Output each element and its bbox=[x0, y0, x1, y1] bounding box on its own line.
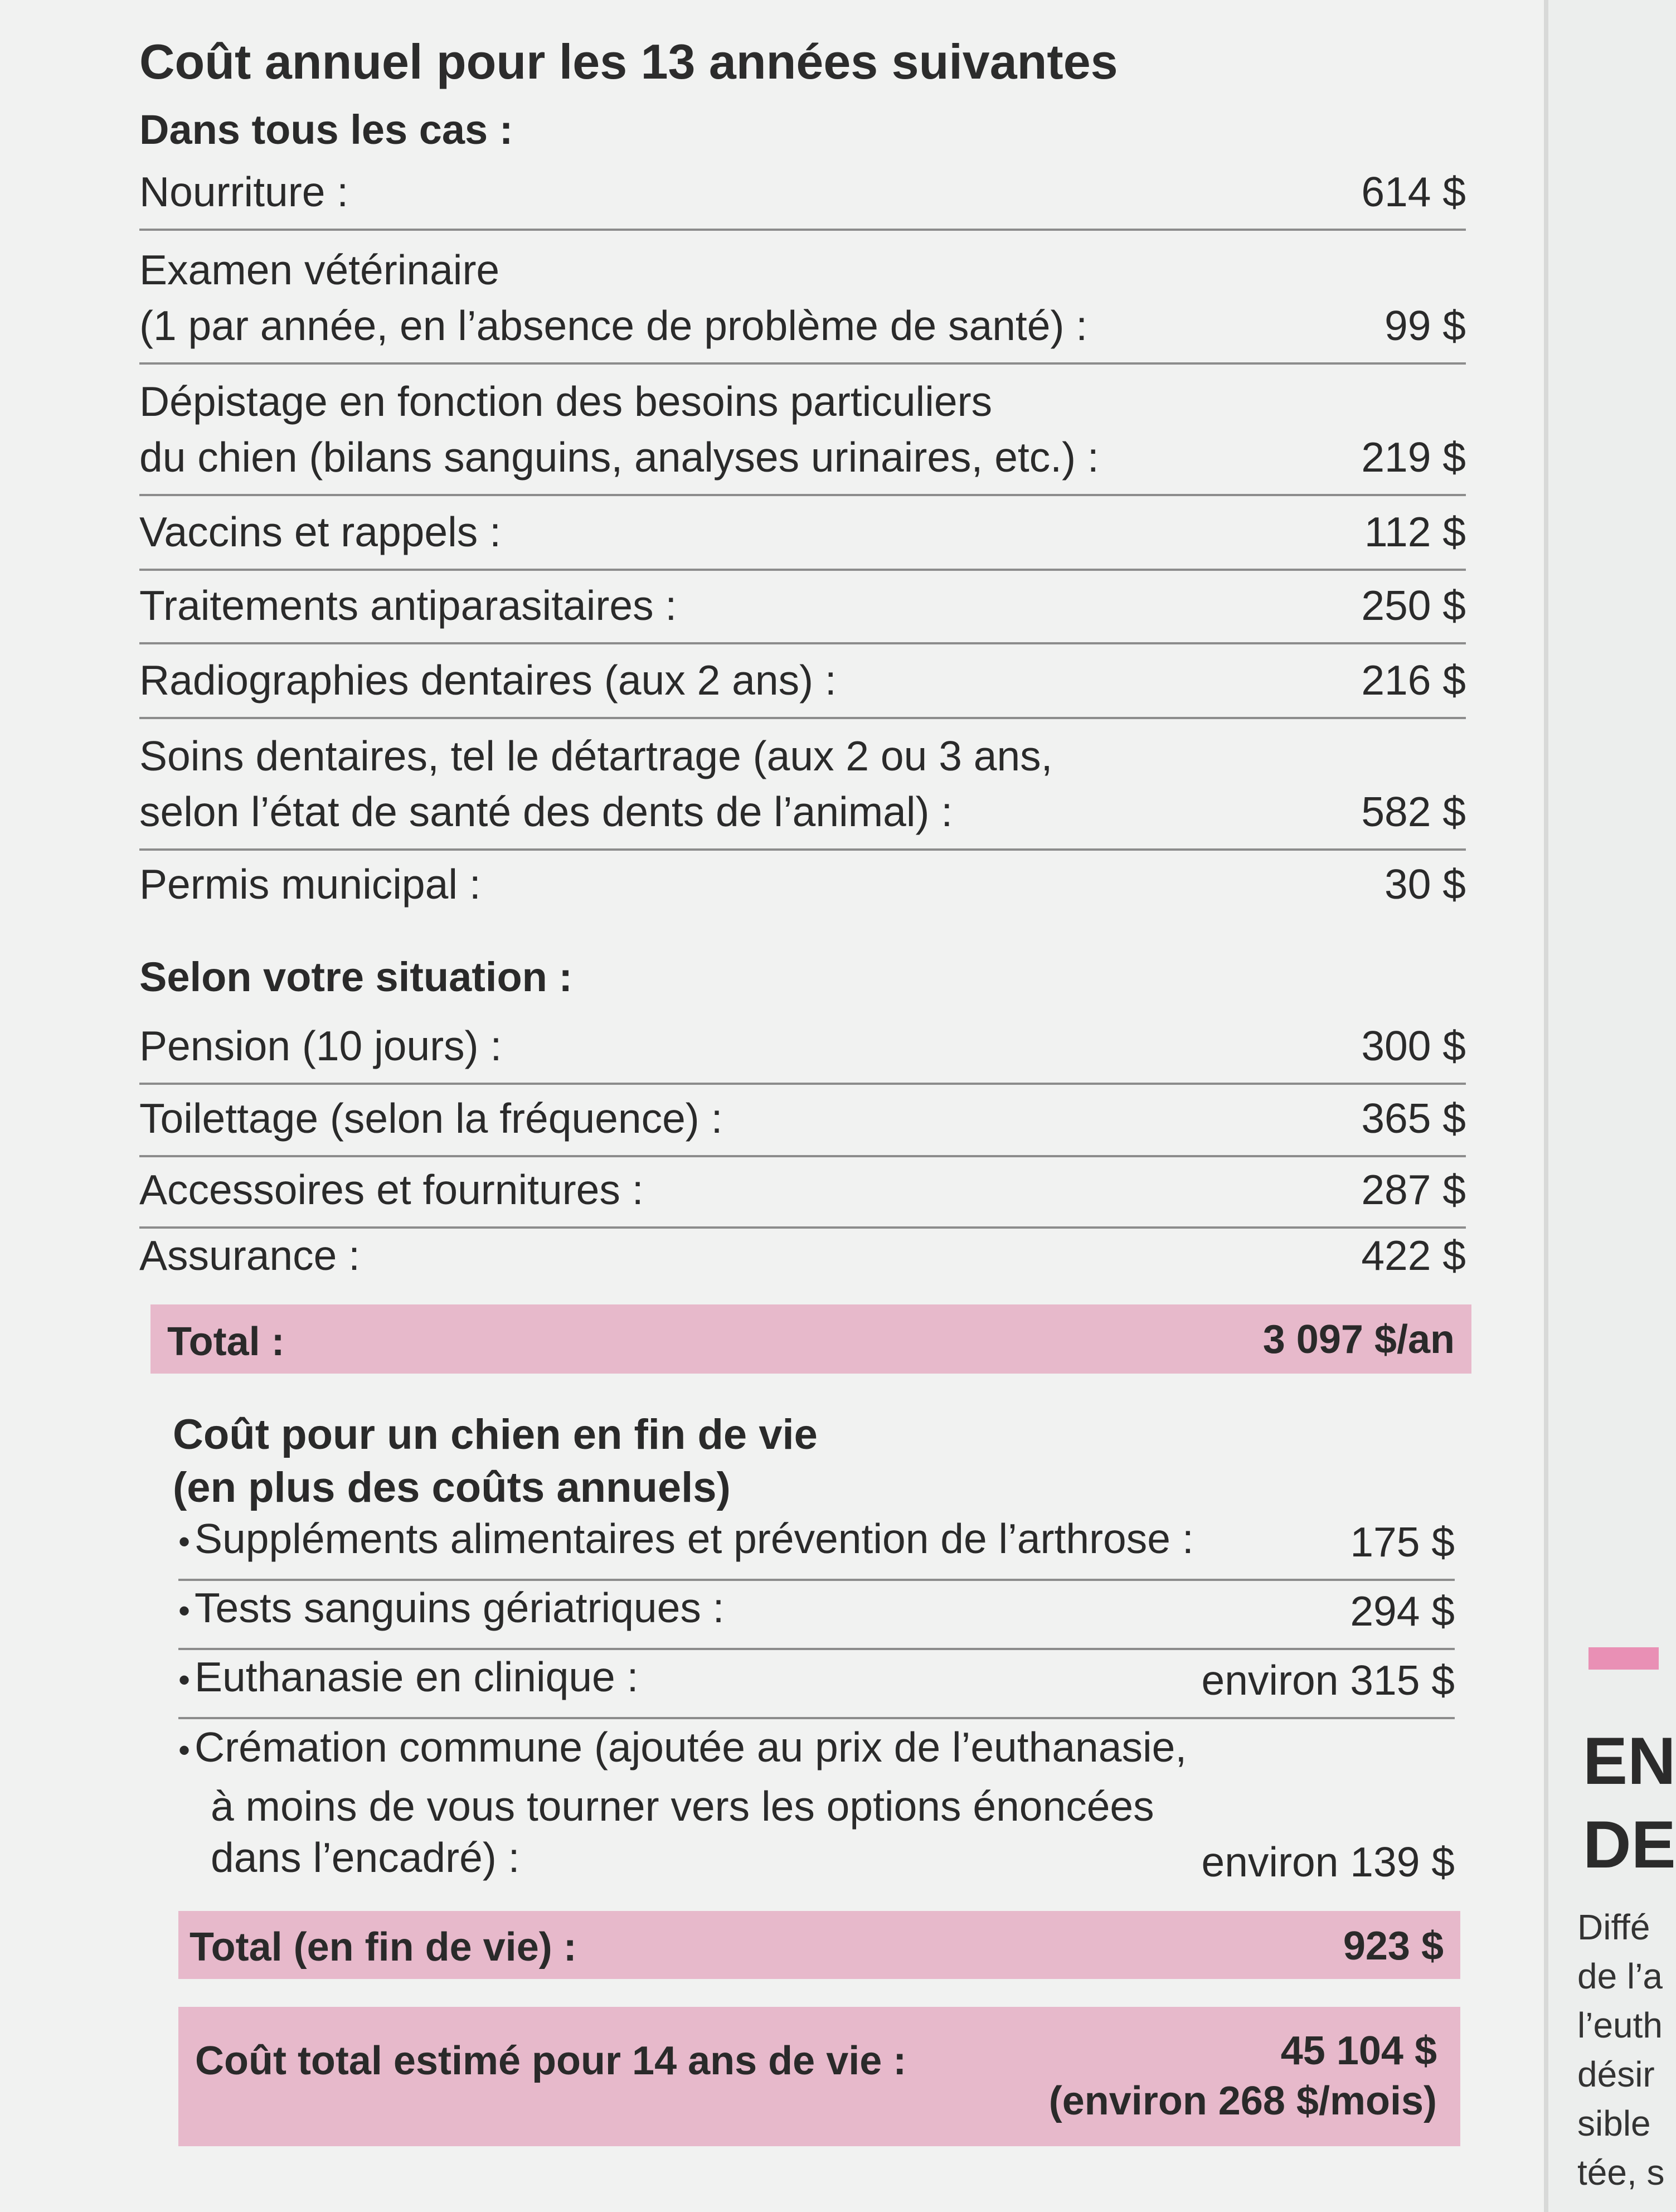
row-value: 250 $ bbox=[1361, 582, 1466, 629]
row-label: Accessoires et fournitures : bbox=[139, 1166, 644, 1213]
row-value: 287 $ bbox=[1361, 1166, 1466, 1213]
row-value: 422 $ bbox=[1361, 1232, 1466, 1279]
bullet-icon: • bbox=[178, 1523, 191, 1560]
end-of-life-heading-line2: (en plus des coûts annuels) bbox=[173, 1464, 731, 1511]
total-eol-band bbox=[178, 1911, 1460, 1979]
adjacent-column bbox=[1577, 0, 1676, 2212]
total-eol-value: 923 $ bbox=[1343, 1924, 1444, 1968]
total-annual-label: Total : bbox=[167, 1320, 285, 1364]
eol-row-cremation bbox=[178, 1717, 1455, 1899]
grand-total-value: 45 104 $ bbox=[1280, 2029, 1437, 2073]
row-label-line2: (1 par année, en l’absence de problème de santé) : bbox=[139, 302, 1088, 349]
row-label-text: Suppléments alimentaires et prévention de l’arthrose : bbox=[195, 1515, 1194, 1562]
section-heading-situation: Selon votre situation : bbox=[139, 954, 573, 1000]
eol-row-euthanasie bbox=[178, 1648, 1455, 1719]
section-heading-all-cases: Dans tous les cas : bbox=[139, 106, 513, 153]
row-label-line1: Dépistage en fonction des besoins particuliers bbox=[139, 378, 993, 425]
cost-row-soins-dentaires bbox=[139, 717, 1466, 851]
row-label-text: Crémation commune (ajoutée au prix de l’euthanasie, bbox=[195, 1724, 1187, 1770]
cost-row-vaccins bbox=[139, 494, 1466, 571]
cost-row-toilettage bbox=[139, 1083, 1466, 1157]
row-label: Assurance : bbox=[139, 1232, 361, 1279]
cost-row-examen bbox=[139, 229, 1466, 365]
cost-row-assurance bbox=[139, 1226, 1466, 1292]
row-value: environ 139 $ bbox=[1201, 1839, 1455, 1885]
row-value: 219 $ bbox=[1361, 434, 1466, 481]
side-heading-line1: EN bbox=[1583, 1724, 1676, 1798]
row-label: Nourriture : bbox=[139, 168, 349, 215]
side-heading-line2: DE bbox=[1583, 1807, 1676, 1882]
row-label: Vaccins et rappels : bbox=[139, 508, 501, 555]
bullet-icon: • bbox=[178, 1592, 191, 1629]
side-text-line: sible bbox=[1577, 2103, 1651, 2143]
page-edge bbox=[1544, 0, 1548, 2212]
grand-total-monthly: (environ 268 $/mois) bbox=[1048, 2079, 1437, 2123]
row-label-line2: à moins de vous tourner vers les options énoncées bbox=[211, 1783, 1154, 1830]
row-label-text: Tests sanguins gériatriques : bbox=[195, 1584, 725, 1631]
side-text-line: l’euth bbox=[1577, 2005, 1663, 2045]
row-value: 112 $ bbox=[1364, 508, 1466, 555]
total-annual-value: 3 097 $/an bbox=[1262, 1317, 1455, 1362]
row-value: 365 $ bbox=[1361, 1095, 1466, 1142]
cost-row-radiographies bbox=[139, 642, 1466, 719]
row-value: 175 $ bbox=[1350, 1519, 1455, 1565]
total-annual-band bbox=[150, 1304, 1471, 1374]
row-value: 582 $ bbox=[1361, 788, 1466, 835]
row-label-line2: selon l’état de santé des dents de l’animal) : bbox=[139, 788, 953, 835]
cost-row-antiparasitaires bbox=[139, 569, 1466, 644]
row-label: Radiographies dentaires (aux 2 ans) : bbox=[139, 657, 837, 704]
row-value: 99 $ bbox=[1384, 302, 1466, 349]
cost-row-nourriture bbox=[139, 167, 1466, 231]
row-label-line1: Soins dentaires, tel le détartrage (aux 2 ou 3 ans, bbox=[139, 733, 1053, 779]
side-text-line: désir bbox=[1577, 2054, 1655, 2094]
end-of-life-heading-line1: Coût pour un chien en fin de vie bbox=[173, 1411, 818, 1458]
row-label bbox=[178, 1510, 1194, 1571]
grand-total-band bbox=[178, 2007, 1460, 2146]
side-text-line: de l’a bbox=[1577, 1956, 1663, 1996]
row-label-line3: dans l’encadré) : bbox=[211, 1834, 520, 1881]
row-value: 614 $ bbox=[1361, 168, 1466, 215]
accent-bar bbox=[1588, 1647, 1659, 1670]
row-label-line1 bbox=[178, 1718, 1187, 1779]
cost-row-pension bbox=[139, 1020, 1466, 1085]
grand-total-label: Coût total estimé pour 14 ans de vie : bbox=[195, 2039, 907, 2083]
cost-row-permis bbox=[139, 848, 1466, 921]
cost-row-depistage bbox=[139, 362, 1466, 496]
row-label bbox=[178, 1648, 638, 1709]
eol-row-supplements bbox=[178, 1516, 1455, 1581]
row-label: Pension (10 jours) : bbox=[139, 1022, 502, 1069]
row-value: 294 $ bbox=[1350, 1588, 1455, 1634]
total-eol-label: Total (en fin de vie) : bbox=[190, 1925, 577, 1970]
bullet-icon: • bbox=[178, 1661, 191, 1699]
side-text-line: tée, s bbox=[1577, 2152, 1665, 2192]
row-value: environ 315 $ bbox=[1201, 1657, 1455, 1704]
page-title: Coût annuel pour les 13 années suivantes bbox=[139, 34, 1118, 89]
row-label: Toilettage (selon la fréquence) : bbox=[139, 1095, 723, 1142]
row-label: Permis municipal : bbox=[139, 861, 481, 908]
side-text-line: Diffé bbox=[1577, 1907, 1650, 1947]
row-label-line1: Examen vétérinaire bbox=[139, 246, 500, 293]
row-value: 30 $ bbox=[1384, 861, 1466, 908]
row-value: 216 $ bbox=[1361, 657, 1466, 704]
eol-row-tests-sanguins bbox=[178, 1579, 1455, 1650]
row-value: 300 $ bbox=[1361, 1022, 1466, 1069]
row-label: Traitements antiparasitaires : bbox=[139, 582, 677, 629]
cost-row-accessoires bbox=[139, 1155, 1466, 1229]
bullet-icon: • bbox=[178, 1731, 191, 1769]
row-label bbox=[178, 1579, 725, 1640]
row-label-line2: du chien (bilans sanguins, analyses urinaires, etc.) : bbox=[139, 434, 1099, 481]
row-label-text: Euthanasie en clinique : bbox=[195, 1653, 639, 1700]
